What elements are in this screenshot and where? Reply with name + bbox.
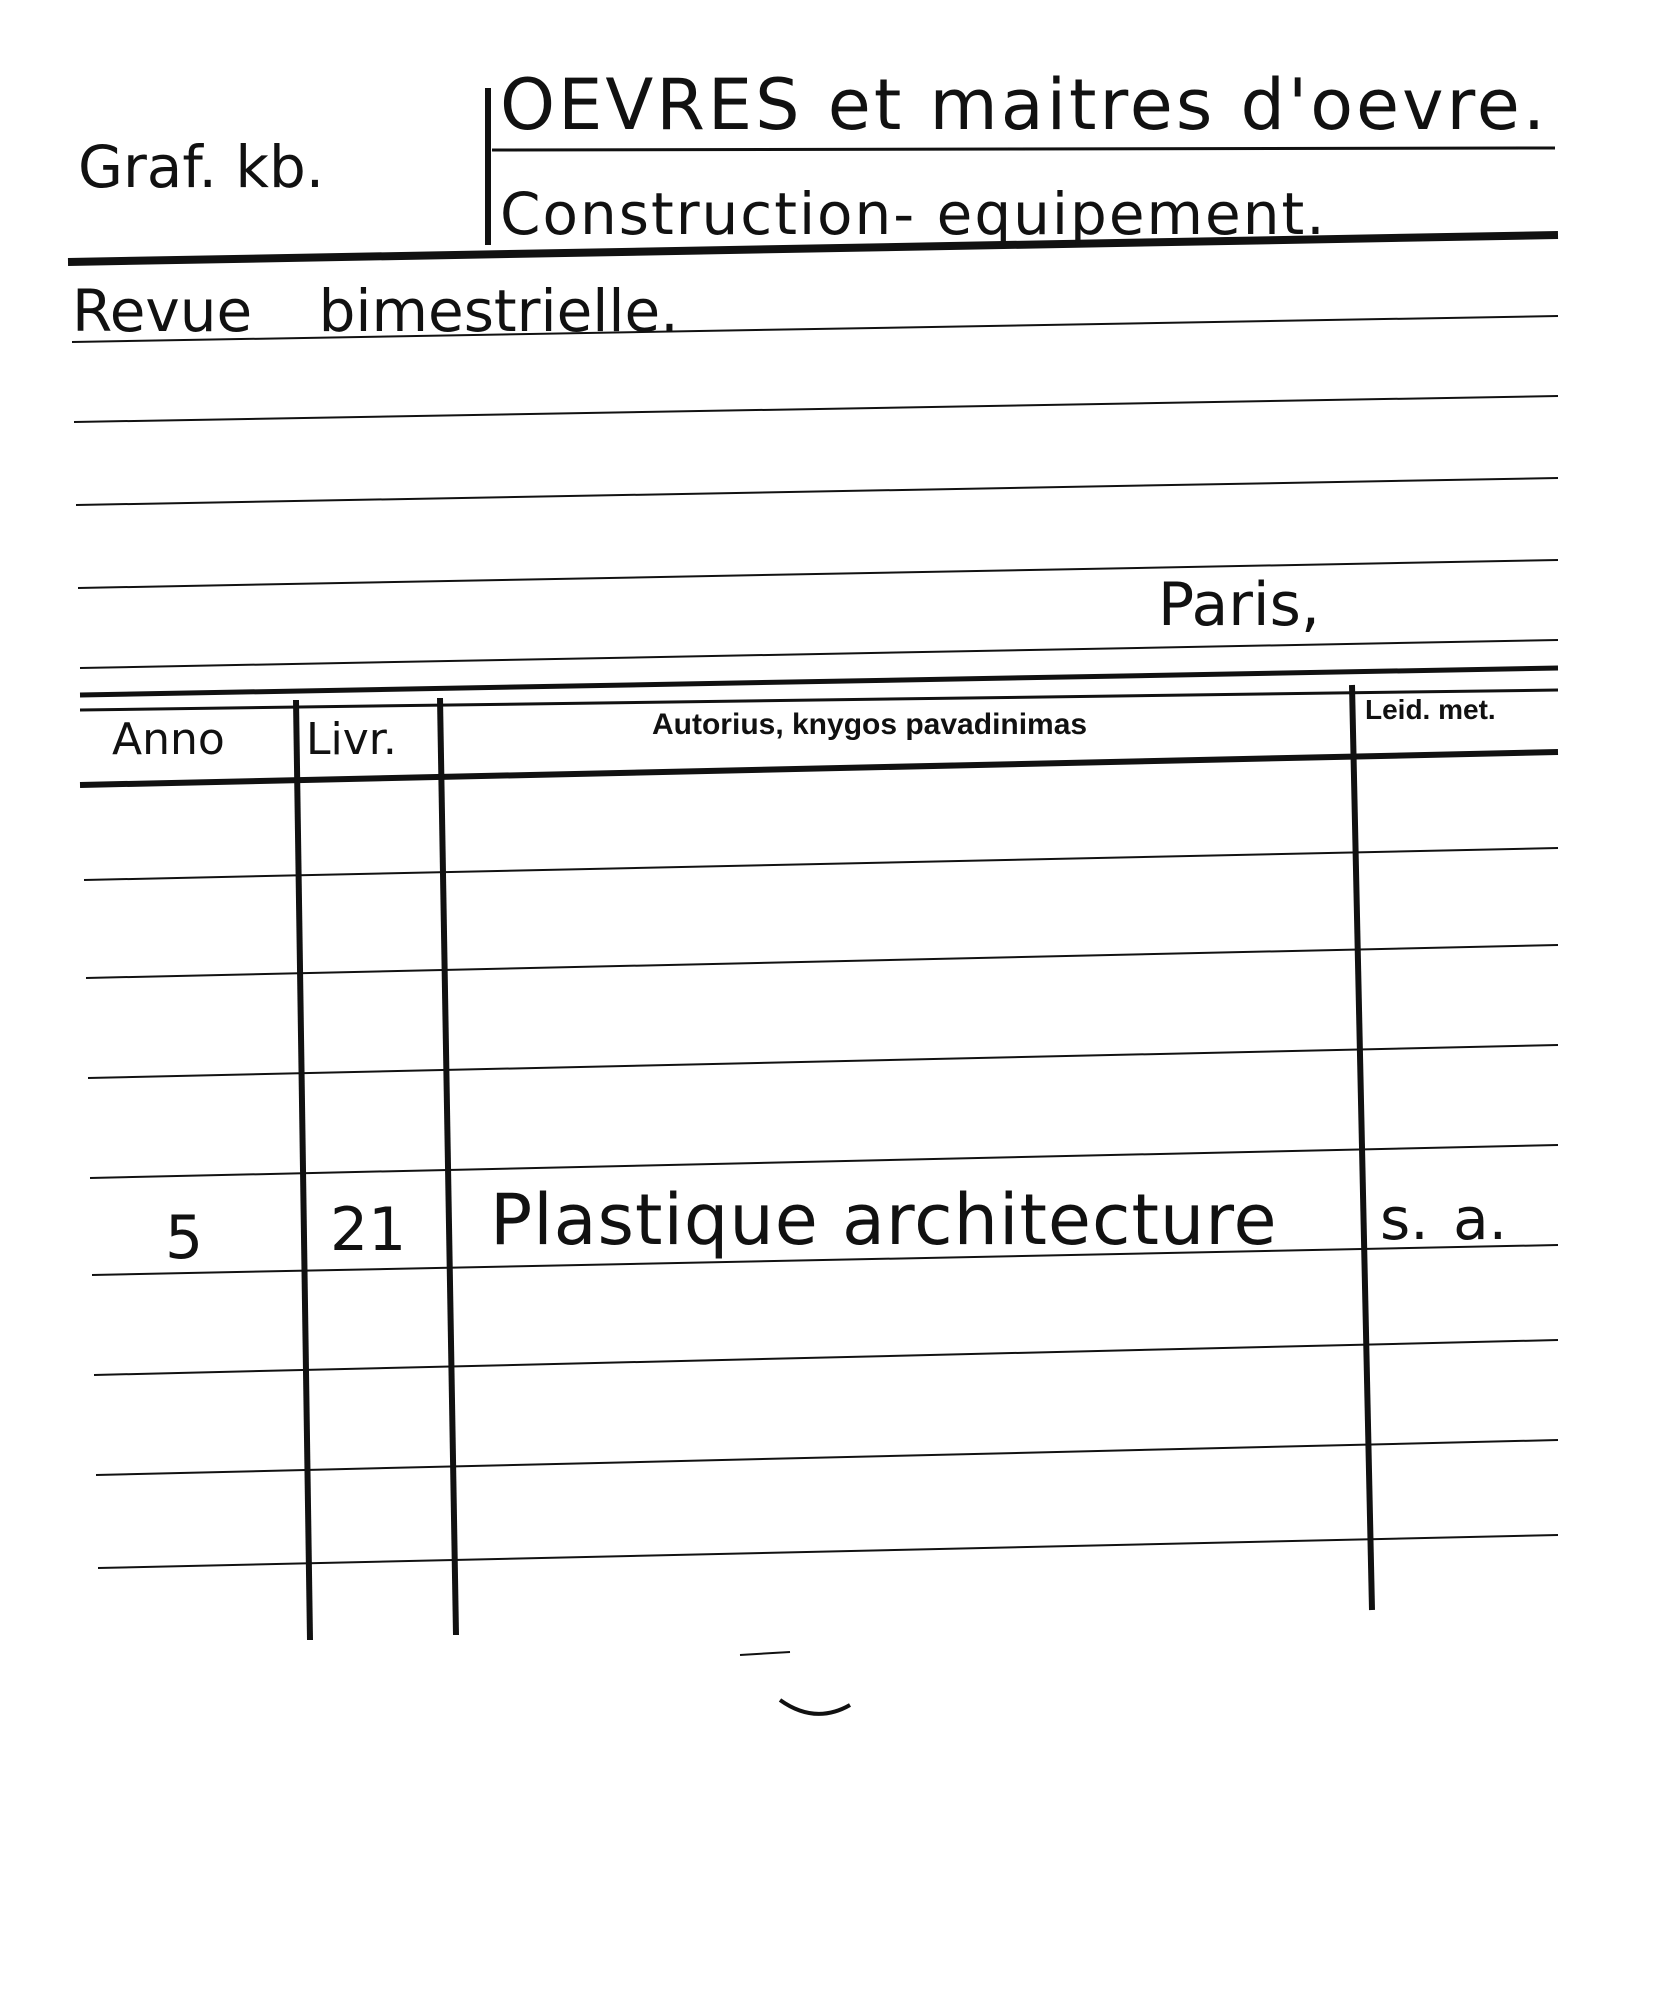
header-date: Leid. met.: [1365, 694, 1496, 725]
title-line-1: OEVRES et maitres d'oevre.: [500, 64, 1549, 146]
header-annee: Anno: [112, 714, 225, 765]
stray-dash: [740, 1652, 790, 1655]
subtitle: Revue bimestrielle.: [72, 277, 679, 345]
title-underline-1: [492, 148, 1555, 150]
col-divider-3: [1352, 685, 1372, 1610]
class-mark: Graf. kb.: [78, 133, 325, 201]
ruled-line-2: [74, 396, 1558, 422]
ruled-line-3: [76, 478, 1558, 505]
stray-mark: [780, 1700, 850, 1714]
table-header-rule: [80, 752, 1558, 785]
table-row-line-1: [84, 848, 1558, 880]
header-author-title: Autorius, knygos pavadinimas: [652, 708, 1088, 741]
table-row-line-4: [90, 1145, 1558, 1178]
table-row-line-3: [88, 1045, 1558, 1078]
ruled-line-4: [78, 560, 1558, 588]
header-livr: Livr.: [306, 714, 397, 765]
row-title: Plastique architecture: [490, 1179, 1278, 1261]
ruled-line-5: [80, 640, 1558, 668]
row-annee: 5: [165, 1203, 204, 1273]
table-row-line-7: [96, 1440, 1558, 1475]
row-livr: 21: [330, 1195, 407, 1265]
col-divider-2: [440, 698, 456, 1635]
table-row-line-8: [98, 1535, 1558, 1568]
table-row-line-6: [94, 1340, 1558, 1375]
title-line-2: Construction- equipement.: [500, 180, 1327, 248]
publication-place: Paris,: [1158, 570, 1320, 640]
row-date: s. a.: [1380, 1185, 1508, 1253]
col-divider-1: [296, 700, 310, 1640]
table-top-rule-1: [80, 668, 1558, 695]
table-row-line-2: [86, 945, 1558, 978]
